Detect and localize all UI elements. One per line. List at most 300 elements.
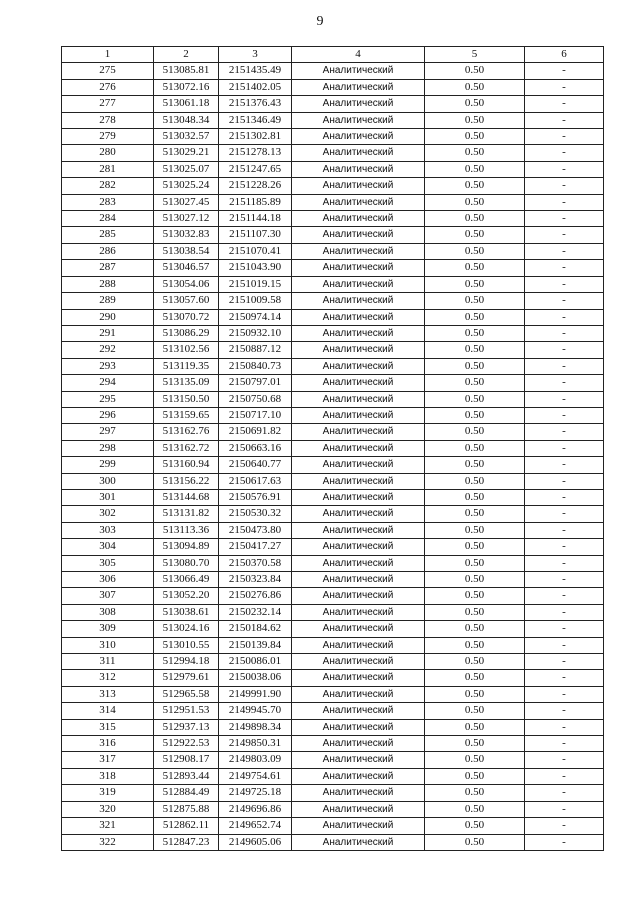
table-row bbox=[62, 506, 604, 522]
cell-method: Аналитический bbox=[292, 309, 425, 325]
table-row bbox=[62, 112, 604, 128]
cell-coordinate-x: 513052.20 bbox=[154, 588, 219, 604]
cell-coordinate-x: 512875.88 bbox=[154, 801, 219, 817]
table-row bbox=[62, 752, 604, 768]
cell-accuracy: 0.50 bbox=[425, 63, 525, 79]
cell-method: Аналитический bbox=[292, 736, 425, 752]
cell-coordinate-y: 2150663.16 bbox=[219, 440, 292, 456]
cell-note: - bbox=[525, 604, 604, 620]
cell-coordinate-y: 2149652.74 bbox=[219, 818, 292, 834]
cell-coordinate-y: 2150932.10 bbox=[219, 325, 292, 341]
cell-coordinate-x: 513135.09 bbox=[154, 375, 219, 391]
table-row bbox=[62, 588, 604, 604]
cell-coordinate-y: 2151043.90 bbox=[219, 260, 292, 276]
cell-coordinate-y: 2150184.62 bbox=[219, 621, 292, 637]
cell-coordinate-x: 513025.24 bbox=[154, 178, 219, 194]
cell-accuracy: 0.50 bbox=[425, 621, 525, 637]
cell-point-number: 281 bbox=[62, 161, 154, 177]
cell-point-number: 315 bbox=[62, 719, 154, 735]
cell-coordinate-x: 513032.83 bbox=[154, 227, 219, 243]
cell-coordinate-y: 2150974.14 bbox=[219, 309, 292, 325]
cell-coordinate-x: 513025.07 bbox=[154, 161, 219, 177]
table-row bbox=[62, 391, 604, 407]
cell-accuracy: 0.50 bbox=[425, 391, 525, 407]
cell-note: - bbox=[525, 96, 604, 112]
cell-point-number: 303 bbox=[62, 522, 154, 538]
cell-accuracy: 0.50 bbox=[425, 588, 525, 604]
cell-method: Аналитический bbox=[292, 588, 425, 604]
cell-coordinate-y: 2151278.13 bbox=[219, 145, 292, 161]
cell-note: - bbox=[525, 703, 604, 719]
cell-note: - bbox=[525, 358, 604, 374]
cell-coordinate-y: 2150139.84 bbox=[219, 637, 292, 653]
cell-accuracy: 0.50 bbox=[425, 555, 525, 571]
column-header-4: 4 bbox=[292, 47, 425, 63]
cell-coordinate-y: 2150370.58 bbox=[219, 555, 292, 571]
cell-method: Аналитический bbox=[292, 375, 425, 391]
cell-point-number: 290 bbox=[62, 309, 154, 325]
cell-note: - bbox=[525, 129, 604, 145]
cell-coordinate-y: 2151346.49 bbox=[219, 112, 292, 128]
cell-coordinate-x: 513027.45 bbox=[154, 194, 219, 210]
cell-note: - bbox=[525, 211, 604, 227]
cell-accuracy: 0.50 bbox=[425, 818, 525, 834]
cell-coordinate-y: 2150617.63 bbox=[219, 473, 292, 489]
cell-coordinate-y: 2150717.10 bbox=[219, 407, 292, 423]
cell-point-number: 298 bbox=[62, 440, 154, 456]
cell-coordinate-x: 513072.16 bbox=[154, 79, 219, 95]
cell-note: - bbox=[525, 440, 604, 456]
cell-coordinate-x: 513086.29 bbox=[154, 325, 219, 341]
cell-point-number: 302 bbox=[62, 506, 154, 522]
cell-method: Аналитический bbox=[292, 145, 425, 161]
cell-accuracy: 0.50 bbox=[425, 686, 525, 702]
cell-note: - bbox=[525, 178, 604, 194]
cell-method: Аналитический bbox=[292, 391, 425, 407]
cell-coordinate-y: 2150887.12 bbox=[219, 342, 292, 358]
cell-point-number: 293 bbox=[62, 358, 154, 374]
cell-point-number: 304 bbox=[62, 539, 154, 555]
cell-point-number: 295 bbox=[62, 391, 154, 407]
cell-accuracy: 0.50 bbox=[425, 227, 525, 243]
cell-method: Аналитический bbox=[292, 785, 425, 801]
cell-coordinate-x: 512884.49 bbox=[154, 785, 219, 801]
cell-coordinate-y: 2149945.70 bbox=[219, 703, 292, 719]
cell-method: Аналитический bbox=[292, 506, 425, 522]
cell-point-number: 309 bbox=[62, 621, 154, 637]
cell-coordinate-x: 512979.61 bbox=[154, 670, 219, 686]
table-row bbox=[62, 194, 604, 210]
cell-accuracy: 0.50 bbox=[425, 260, 525, 276]
cell-point-number: 316 bbox=[62, 736, 154, 752]
cell-accuracy: 0.50 bbox=[425, 309, 525, 325]
cell-coordinate-x: 513024.16 bbox=[154, 621, 219, 637]
cell-note: - bbox=[525, 588, 604, 604]
cell-accuracy: 0.50 bbox=[425, 440, 525, 456]
cell-point-number: 317 bbox=[62, 752, 154, 768]
table-row bbox=[62, 407, 604, 423]
cell-accuracy: 0.50 bbox=[425, 293, 525, 309]
table-row bbox=[62, 654, 604, 670]
cell-point-number: 318 bbox=[62, 768, 154, 784]
cell-note: - bbox=[525, 637, 604, 653]
cell-coordinate-x: 512847.23 bbox=[154, 834, 219, 850]
table-row bbox=[62, 375, 604, 391]
cell-method: Аналитический bbox=[292, 489, 425, 505]
cell-note: - bbox=[525, 309, 604, 325]
cell-method: Аналитический bbox=[292, 407, 425, 423]
cell-method: Аналитический bbox=[292, 555, 425, 571]
cell-note: - bbox=[525, 670, 604, 686]
table-header-row bbox=[62, 47, 604, 63]
cell-point-number: 306 bbox=[62, 572, 154, 588]
cell-coordinate-y: 2150038.06 bbox=[219, 670, 292, 686]
cell-coordinate-y: 2149991.90 bbox=[219, 686, 292, 702]
cell-note: - bbox=[525, 145, 604, 161]
cell-point-number: 275 bbox=[62, 63, 154, 79]
cell-coordinate-y: 2149754.61 bbox=[219, 768, 292, 784]
cell-coordinate-y: 2150530.32 bbox=[219, 506, 292, 522]
table-row bbox=[62, 96, 604, 112]
cell-note: - bbox=[525, 112, 604, 128]
column-header-3: 3 bbox=[219, 47, 292, 63]
cell-point-number: 310 bbox=[62, 637, 154, 653]
table-row bbox=[62, 211, 604, 227]
table-row bbox=[62, 309, 604, 325]
cell-method: Аналитический bbox=[292, 457, 425, 473]
cell-note: - bbox=[525, 375, 604, 391]
cell-accuracy: 0.50 bbox=[425, 703, 525, 719]
cell-note: - bbox=[525, 194, 604, 210]
cell-method: Аналитический bbox=[292, 211, 425, 227]
cell-coordinate-x: 513102.56 bbox=[154, 342, 219, 358]
table-row bbox=[62, 440, 604, 456]
cell-accuracy: 0.50 bbox=[425, 768, 525, 784]
cell-coordinate-x: 513113.36 bbox=[154, 522, 219, 538]
table-row bbox=[62, 670, 604, 686]
cell-coordinate-x: 512908.17 bbox=[154, 752, 219, 768]
cell-accuracy: 0.50 bbox=[425, 194, 525, 210]
cell-point-number: 280 bbox=[62, 145, 154, 161]
cell-method: Аналитический bbox=[292, 96, 425, 112]
column-header-6: 6 bbox=[525, 47, 604, 63]
cell-coordinate-x: 512893.44 bbox=[154, 768, 219, 784]
cell-method: Аналитический bbox=[292, 293, 425, 309]
cell-point-number: 277 bbox=[62, 96, 154, 112]
cell-method: Аналитический bbox=[292, 260, 425, 276]
table-row bbox=[62, 489, 604, 505]
cell-point-number: 308 bbox=[62, 604, 154, 620]
cell-method: Аналитический bbox=[292, 424, 425, 440]
cell-point-number: 283 bbox=[62, 194, 154, 210]
cell-coordinate-x: 513010.55 bbox=[154, 637, 219, 653]
cell-accuracy: 0.50 bbox=[425, 522, 525, 538]
cell-coordinate-y: 2151228.26 bbox=[219, 178, 292, 194]
cell-coordinate-x: 513046.57 bbox=[154, 260, 219, 276]
column-header-5: 5 bbox=[425, 47, 525, 63]
cell-coordinate-y: 2151107.30 bbox=[219, 227, 292, 243]
table-row bbox=[62, 785, 604, 801]
cell-method: Аналитический bbox=[292, 63, 425, 79]
cell-method: Аналитический bbox=[292, 834, 425, 850]
cell-method: Аналитический bbox=[292, 768, 425, 784]
cell-note: - bbox=[525, 227, 604, 243]
page-number: 9 bbox=[316, 14, 324, 29]
cell-accuracy: 0.50 bbox=[425, 276, 525, 292]
cell-coordinate-y: 2151302.81 bbox=[219, 129, 292, 145]
cell-coordinate-x: 513131.82 bbox=[154, 506, 219, 522]
cell-point-number: 279 bbox=[62, 129, 154, 145]
cell-coordinate-x: 513048.34 bbox=[154, 112, 219, 128]
cell-note: - bbox=[525, 407, 604, 423]
cell-method: Аналитический bbox=[292, 539, 425, 555]
cell-note: - bbox=[525, 834, 604, 850]
cell-point-number: 294 bbox=[62, 375, 154, 391]
cell-coordinate-y: 2150276.86 bbox=[219, 588, 292, 604]
cell-point-number: 286 bbox=[62, 243, 154, 259]
cell-note: - bbox=[525, 342, 604, 358]
coordinates-table bbox=[61, 46, 604, 851]
cell-accuracy: 0.50 bbox=[425, 129, 525, 145]
column-header-1: 1 bbox=[62, 47, 154, 63]
cell-note: - bbox=[525, 686, 604, 702]
cell-coordinate-y: 2151144.18 bbox=[219, 211, 292, 227]
cell-note: - bbox=[525, 260, 604, 276]
cell-point-number: 313 bbox=[62, 686, 154, 702]
cell-point-number: 285 bbox=[62, 227, 154, 243]
table-row bbox=[62, 522, 604, 538]
table-row bbox=[62, 457, 604, 473]
cell-accuracy: 0.50 bbox=[425, 457, 525, 473]
cell-coordinate-x: 513038.54 bbox=[154, 243, 219, 259]
table-row bbox=[62, 818, 604, 834]
table-row bbox=[62, 801, 604, 817]
cell-coordinate-y: 2151402.05 bbox=[219, 79, 292, 95]
cell-method: Аналитический bbox=[292, 79, 425, 95]
cell-method: Аналитический bbox=[292, 325, 425, 341]
cell-point-number: 282 bbox=[62, 178, 154, 194]
cell-note: - bbox=[525, 489, 604, 505]
cell-coordinate-y: 2150797.01 bbox=[219, 375, 292, 391]
cell-point-number: 297 bbox=[62, 424, 154, 440]
cell-coordinate-y: 2149605.06 bbox=[219, 834, 292, 850]
table-row bbox=[62, 260, 604, 276]
cell-point-number: 314 bbox=[62, 703, 154, 719]
table-row bbox=[62, 473, 604, 489]
cell-note: - bbox=[525, 572, 604, 588]
table-row bbox=[62, 768, 604, 784]
cell-accuracy: 0.50 bbox=[425, 670, 525, 686]
cell-point-number: 319 bbox=[62, 785, 154, 801]
cell-point-number: 320 bbox=[62, 801, 154, 817]
table-row bbox=[62, 63, 604, 79]
table-row bbox=[62, 145, 604, 161]
cell-coordinate-y: 2151019.15 bbox=[219, 276, 292, 292]
cell-accuracy: 0.50 bbox=[425, 572, 525, 588]
table-row bbox=[62, 719, 604, 735]
cell-coordinate-y: 2150576.91 bbox=[219, 489, 292, 505]
cell-note: - bbox=[525, 801, 604, 817]
cell-method: Аналитический bbox=[292, 752, 425, 768]
cell-point-number: 284 bbox=[62, 211, 154, 227]
table-row bbox=[62, 686, 604, 702]
cell-point-number: 287 bbox=[62, 260, 154, 276]
cell-accuracy: 0.50 bbox=[425, 654, 525, 670]
cell-accuracy: 0.50 bbox=[425, 342, 525, 358]
cell-coordinate-x: 513029.21 bbox=[154, 145, 219, 161]
cell-accuracy: 0.50 bbox=[425, 489, 525, 505]
cell-method: Аналитический bbox=[292, 473, 425, 489]
table-row bbox=[62, 325, 604, 341]
cell-method: Аналитический bbox=[292, 112, 425, 128]
table-body bbox=[62, 63, 604, 851]
cell-coordinate-x: 513162.72 bbox=[154, 440, 219, 456]
table-row bbox=[62, 129, 604, 145]
cell-point-number: 301 bbox=[62, 489, 154, 505]
cell-coordinate-x: 513057.60 bbox=[154, 293, 219, 309]
cell-note: - bbox=[525, 768, 604, 784]
cell-point-number: 276 bbox=[62, 79, 154, 95]
cell-coordinate-y: 2150323.84 bbox=[219, 572, 292, 588]
table-row bbox=[62, 358, 604, 374]
cell-note: - bbox=[525, 293, 604, 309]
cell-coordinate-y: 2151009.58 bbox=[219, 293, 292, 309]
cell-coordinate-y: 2150086.01 bbox=[219, 654, 292, 670]
cell-method: Аналитический bbox=[292, 243, 425, 259]
table-row bbox=[62, 424, 604, 440]
cell-coordinate-x: 513066.49 bbox=[154, 572, 219, 588]
cell-coordinate-y: 2149850.31 bbox=[219, 736, 292, 752]
table-row bbox=[62, 834, 604, 850]
cell-method: Аналитический bbox=[292, 227, 425, 243]
cell-point-number: 322 bbox=[62, 834, 154, 850]
cell-method: Аналитический bbox=[292, 522, 425, 538]
cell-note: - bbox=[525, 424, 604, 440]
cell-accuracy: 0.50 bbox=[425, 145, 525, 161]
cell-method: Аналитический bbox=[292, 703, 425, 719]
cell-accuracy: 0.50 bbox=[425, 801, 525, 817]
cell-coordinate-y: 2150640.77 bbox=[219, 457, 292, 473]
cell-coordinate-y: 2149898.34 bbox=[219, 719, 292, 735]
cell-coordinate-y: 2150473.80 bbox=[219, 522, 292, 538]
cell-coordinate-x: 513038.61 bbox=[154, 604, 219, 620]
cell-accuracy: 0.50 bbox=[425, 375, 525, 391]
cell-point-number: 321 bbox=[62, 818, 154, 834]
table-row bbox=[62, 621, 604, 637]
cell-accuracy: 0.50 bbox=[425, 424, 525, 440]
column-header-2: 2 bbox=[154, 47, 219, 63]
cell-coordinate-x: 513156.22 bbox=[154, 473, 219, 489]
cell-note: - bbox=[525, 63, 604, 79]
cell-coordinate-y: 2149725.18 bbox=[219, 785, 292, 801]
cell-point-number: 291 bbox=[62, 325, 154, 341]
cell-method: Аналитический bbox=[292, 178, 425, 194]
cell-coordinate-y: 2151070.41 bbox=[219, 243, 292, 259]
cell-point-number: 305 bbox=[62, 555, 154, 571]
cell-accuracy: 0.50 bbox=[425, 834, 525, 850]
cell-note: - bbox=[525, 736, 604, 752]
cell-method: Аналитический bbox=[292, 342, 425, 358]
table-row bbox=[62, 604, 604, 620]
cell-method: Аналитический bbox=[292, 654, 425, 670]
cell-accuracy: 0.50 bbox=[425, 79, 525, 95]
cell-method: Аналитический bbox=[292, 572, 425, 588]
cell-coordinate-y: 2150417.27 bbox=[219, 539, 292, 555]
cell-accuracy: 0.50 bbox=[425, 736, 525, 752]
cell-coordinate-x: 513150.50 bbox=[154, 391, 219, 407]
cell-coordinate-y: 2150840.73 bbox=[219, 358, 292, 374]
cell-accuracy: 0.50 bbox=[425, 407, 525, 423]
cell-note: - bbox=[525, 457, 604, 473]
cell-coordinate-y: 2151185.89 bbox=[219, 194, 292, 210]
table-row bbox=[62, 178, 604, 194]
cell-accuracy: 0.50 bbox=[425, 178, 525, 194]
cell-method: Аналитический bbox=[292, 276, 425, 292]
table-row bbox=[62, 736, 604, 752]
cell-note: - bbox=[525, 161, 604, 177]
cell-coordinate-y: 2149803.09 bbox=[219, 752, 292, 768]
cell-accuracy: 0.50 bbox=[425, 637, 525, 653]
cell-point-number: 289 bbox=[62, 293, 154, 309]
cell-accuracy: 0.50 bbox=[425, 96, 525, 112]
cell-method: Аналитический bbox=[292, 604, 425, 620]
cell-note: - bbox=[525, 539, 604, 555]
cell-point-number: 292 bbox=[62, 342, 154, 358]
cell-coordinate-y: 2150750.68 bbox=[219, 391, 292, 407]
table-row bbox=[62, 703, 604, 719]
cell-coordinate-y: 2149696.86 bbox=[219, 801, 292, 817]
table-row bbox=[62, 342, 604, 358]
cell-method: Аналитический bbox=[292, 801, 425, 817]
cell-coordinate-y: 2151247.65 bbox=[219, 161, 292, 177]
cell-point-number: 296 bbox=[62, 407, 154, 423]
cell-note: - bbox=[525, 654, 604, 670]
cell-coordinate-x: 513094.89 bbox=[154, 539, 219, 555]
cell-coordinate-x: 512951.53 bbox=[154, 703, 219, 719]
cell-coordinate-x: 513080.70 bbox=[154, 555, 219, 571]
cell-accuracy: 0.50 bbox=[425, 604, 525, 620]
cell-note: - bbox=[525, 506, 604, 522]
table-row bbox=[62, 161, 604, 177]
cell-note: - bbox=[525, 276, 604, 292]
table-row bbox=[62, 276, 604, 292]
cell-method: Аналитический bbox=[292, 161, 425, 177]
cell-coordinate-x: 513160.94 bbox=[154, 457, 219, 473]
cell-note: - bbox=[525, 752, 604, 768]
cell-coordinate-x: 512965.58 bbox=[154, 686, 219, 702]
cell-point-number: 300 bbox=[62, 473, 154, 489]
cell-coordinate-y: 2150232.14 bbox=[219, 604, 292, 620]
table-row bbox=[62, 227, 604, 243]
cell-note: - bbox=[525, 243, 604, 259]
table-row bbox=[62, 79, 604, 95]
cell-method: Аналитический bbox=[292, 358, 425, 374]
cell-accuracy: 0.50 bbox=[425, 506, 525, 522]
cell-accuracy: 0.50 bbox=[425, 719, 525, 735]
cell-coordinate-y: 2150691.82 bbox=[219, 424, 292, 440]
cell-accuracy: 0.50 bbox=[425, 112, 525, 128]
table-row bbox=[62, 293, 604, 309]
cell-method: Аналитический bbox=[292, 670, 425, 686]
cell-method: Аналитический bbox=[292, 194, 425, 210]
cell-coordinate-x: 512922.53 bbox=[154, 736, 219, 752]
cell-coordinate-x: 513162.76 bbox=[154, 424, 219, 440]
cell-coordinate-x: 513144.68 bbox=[154, 489, 219, 505]
cell-point-number: 278 bbox=[62, 112, 154, 128]
table-row bbox=[62, 243, 604, 259]
cell-accuracy: 0.50 bbox=[425, 752, 525, 768]
cell-method: Аналитический bbox=[292, 440, 425, 456]
